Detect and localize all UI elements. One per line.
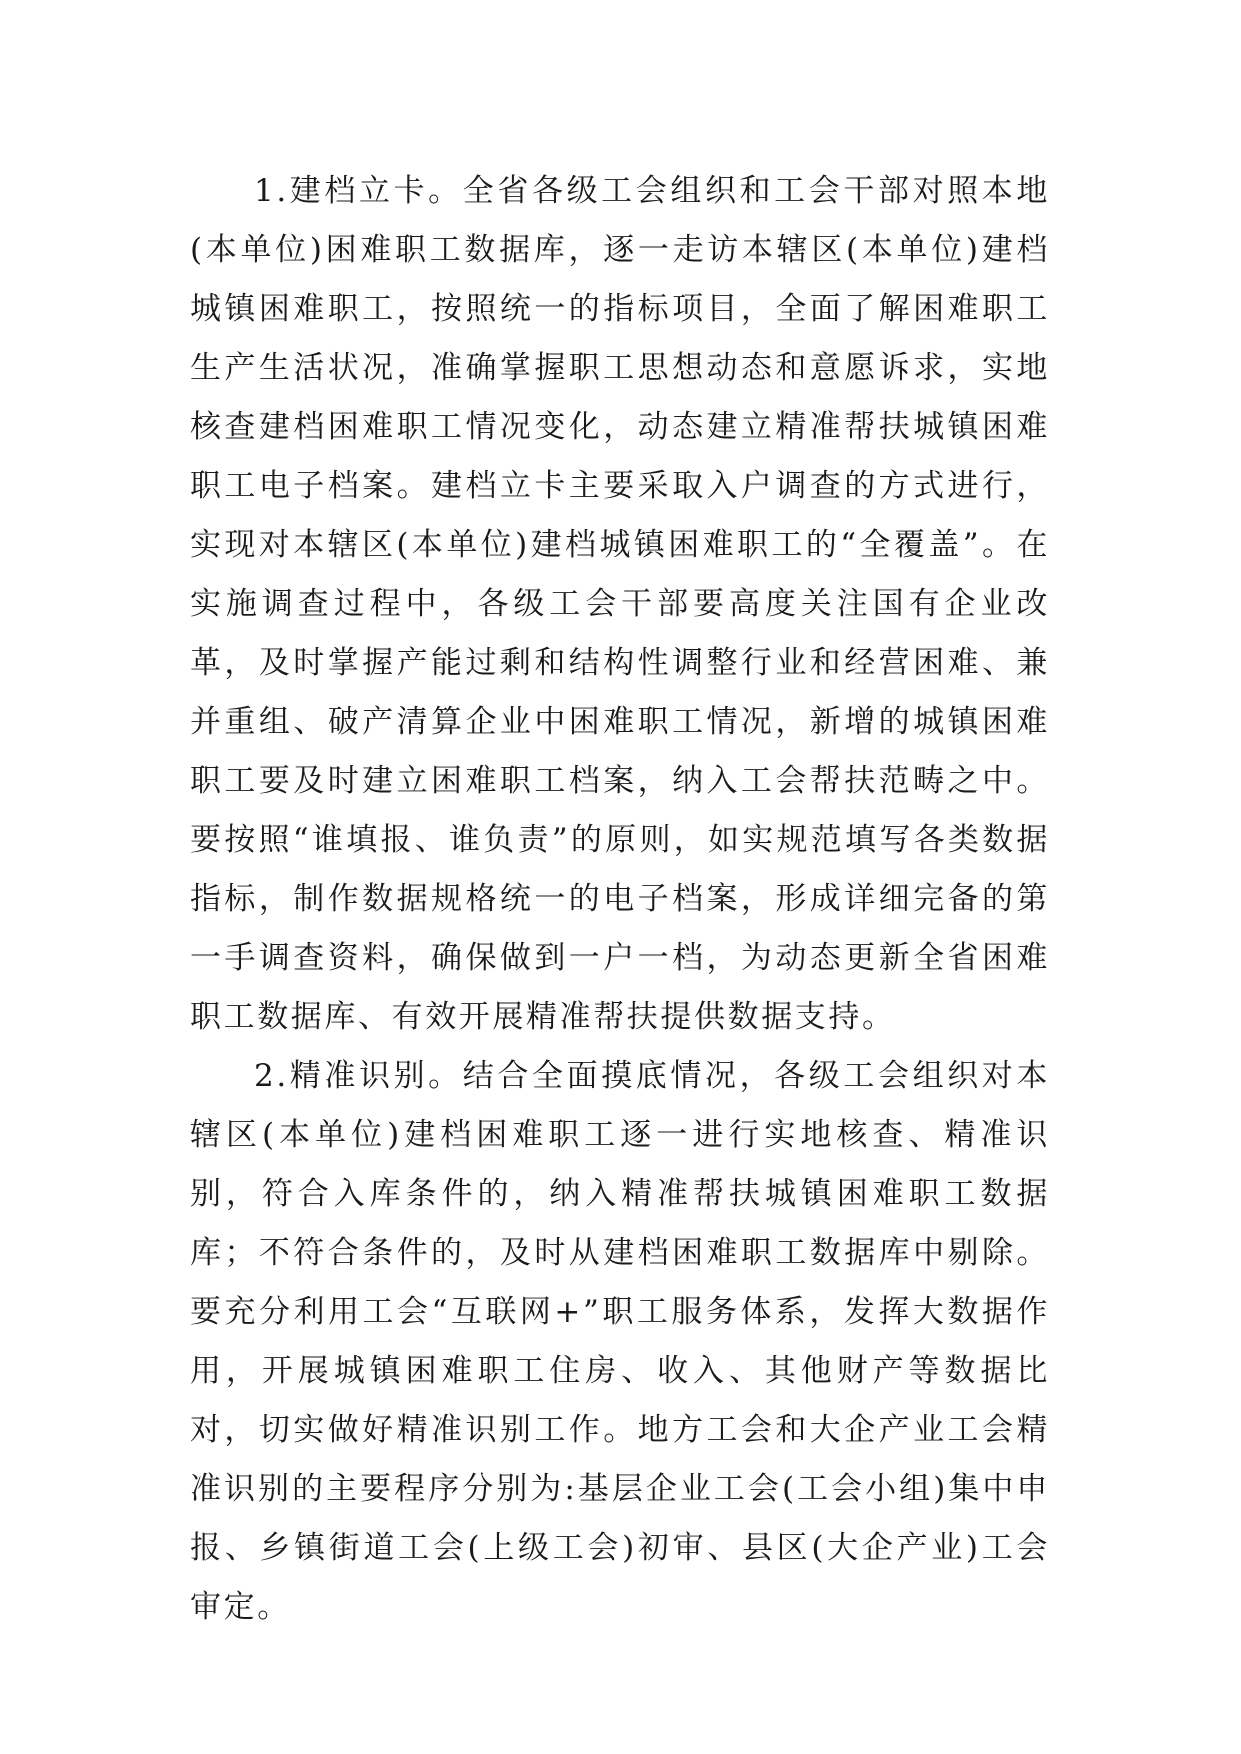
document-body <box>190 162 1050 1637</box>
paragraph-archiving: 1.建档立卡。全省各级工会组织和工会干部对照本地(本单位)困难职工数据库，逐一走访本辖区(本单位)建档城镇困难职工，按照统一的指标项目，全面了解困难职工生产生活状况，准确掌握职工思想动态和意愿诉求，实地核查建档困难职工情况变化，动态建立精准帮扶城镇困难职工电子档案。建档立卡主要采取入户调查的方式进行，实现对本辖区(本单位)建档城镇困难职工的“全覆盖”。在实施调查过程中，各级工会干部要高度关注国有企业改革，及时掌握产能过剩和结构性调整行业和经营困难、兼并重组、破产清算企业中困难职工情况，新增的城镇困难职工要及时建立困难职工档案，纳入工会帮扶范畴之中。要按照“谁填报、谁负责”的原则，如实规范填写各类数据指标，制作数据规格统一的电子档案，形成详细完备的第一手调查资料，确保做到一户一档，为动态更新全省困难职工数据库、有效开展精准帮扶提供数据支持。 <box>190 173 1050 1035</box>
paragraph-identification: 2.精准识别。结合全面摸底情况，各级工会组织对本辖区(本单位)建档困难职工逐一进行实地核查、精准识别，符合入库条件的，纳入精准帮扶城镇困难职工数据库；不符合条件的，及时从建档困难职工数据库中剔除。要充分利用工会“互联网+”职工服务体系，发挥大数据作用，开展城镇困难职工住房、收入、其他财产等数据比对，切实做好精准识别工作。地方工会和大企产业工会精准识别的主要程序分别为:基层企业工会(工会小组)集中申报、乡镇街道工会(上级工会)初审、县区(大企产业)工会审定。 <box>190 1058 1050 1625</box>
